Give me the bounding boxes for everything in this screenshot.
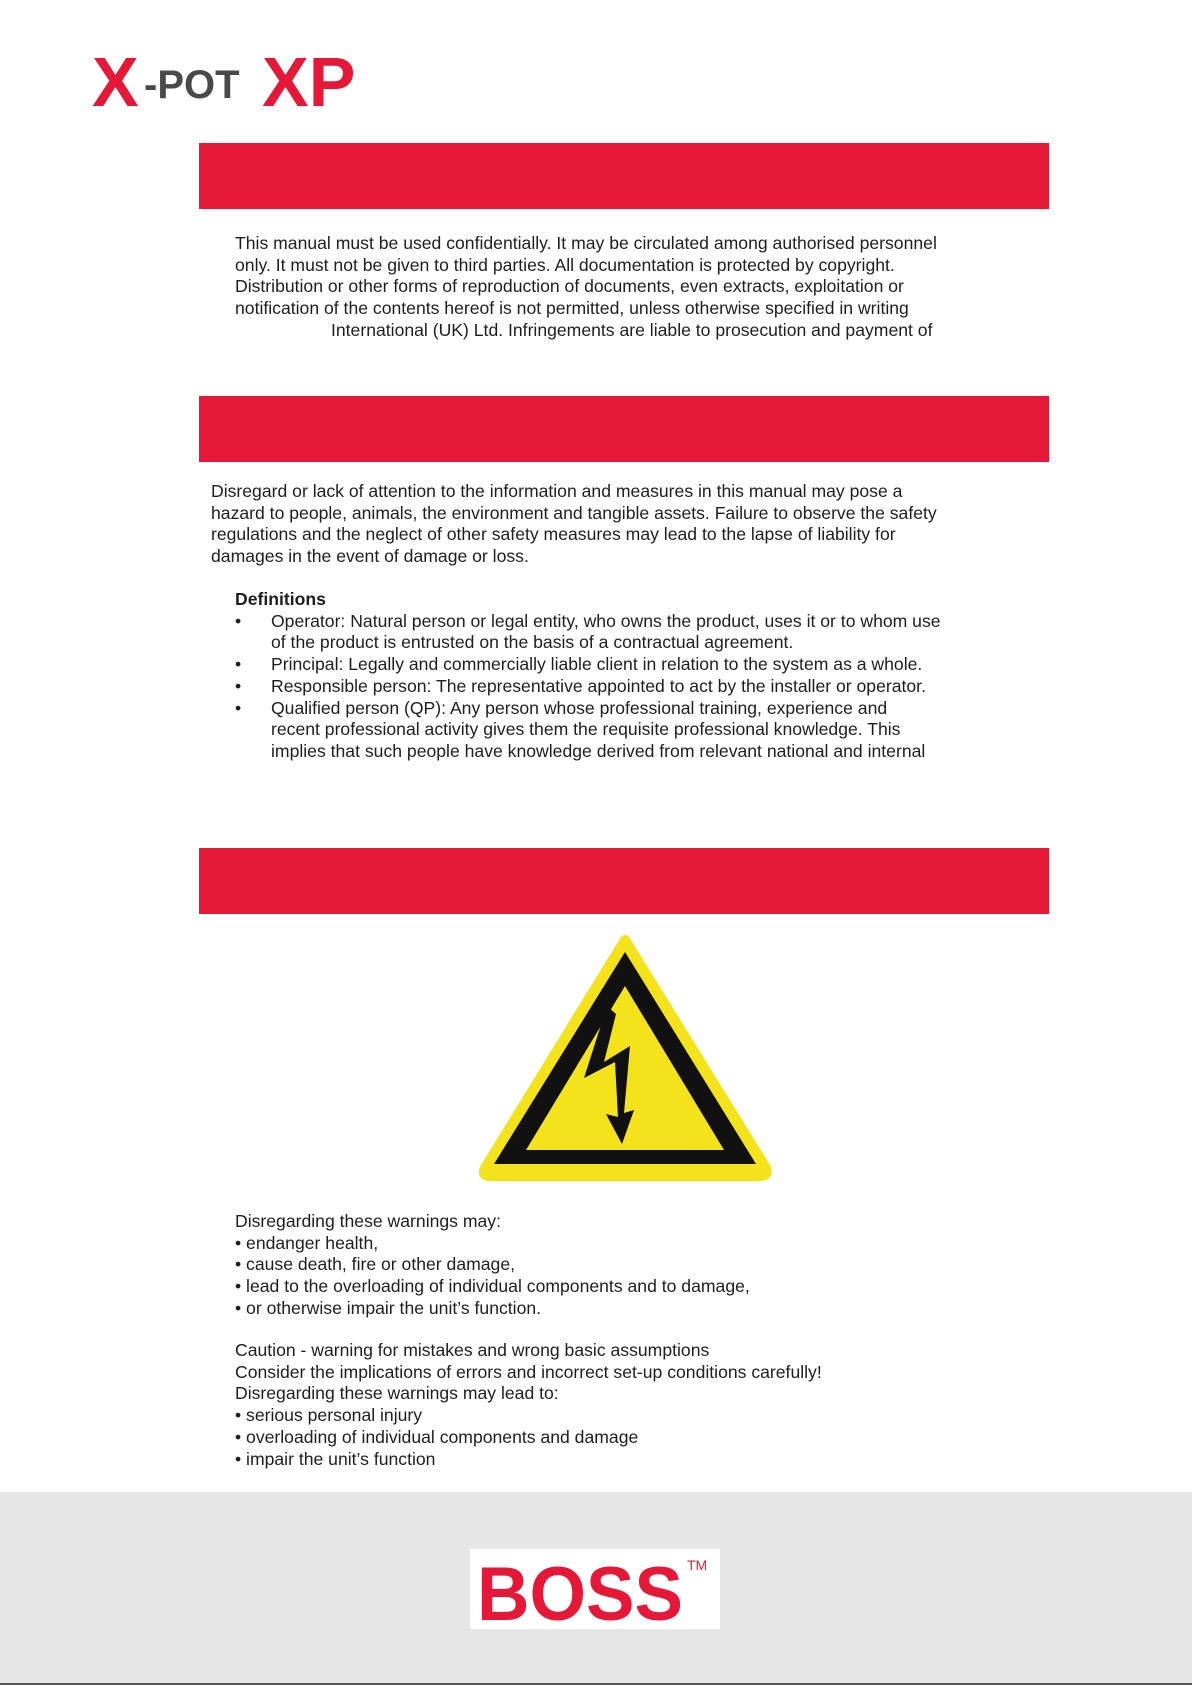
bullet: • <box>235 675 242 696</box>
confidentiality-text <box>235 233 937 342</box>
trademark-mark: TM <box>687 1557 708 1573</box>
list-item: • cause death, fire or other damage, <box>235 1254 516 1275</box>
text-line: International (UK) Ltd. Infringements are liable to prosecution and payment of <box>331 319 933 340</box>
text-line: Disregard or lack of attention to the information and measures in this manual may pose a <box>211 481 903 501</box>
definition-item <box>235 698 941 763</box>
text-line: Responsible person: The representative appointed to act by the installer or operator. <box>271 675 926 696</box>
text-line: regulations and the neglect of other safety measures may lead to the lapse of liability for <box>211 524 896 545</box>
list-item: • lead to the overloading of individual components and to damage, <box>235 1276 750 1297</box>
section-header-bar <box>199 848 1049 914</box>
text-line: Principal: Legally and commercially liable client in relation to the system as a whole. <box>271 654 923 675</box>
text-line: Operator: Natural person or legal entity, who owns the product, uses it or to whom use <box>271 610 941 631</box>
logo-pot: -POT <box>144 63 240 107</box>
list-item: • or otherwise impair the unit’s function. <box>235 1297 542 1318</box>
xpot-xp-logo <box>92 48 392 112</box>
section-header-bar <box>199 396 1049 462</box>
text-line: Distribution or other forms of reproduction of documents, even extracts, exploitation or <box>235 276 904 297</box>
text-line: only. It must not be given to third parties. All documentation is protected by copyright. <box>235 254 895 275</box>
boss-wordmark: BOSS <box>477 1552 683 1630</box>
list-item: • impair the unit’s function <box>235 1448 436 1469</box>
definitions-block <box>235 589 941 763</box>
safety-intro-text <box>211 481 937 568</box>
text-line: of the product is entrusted on the basis of a contractual agreement. <box>271 632 794 653</box>
section-header-bar <box>199 143 1049 209</box>
text-line: This manual must be used confidentially. It may be circulated among authorised personnel <box>235 233 937 253</box>
warnings-list <box>235 1211 750 1320</box>
text-line: recent professional activity gives them the requisite professional knowledge. This <box>271 719 901 740</box>
caution-heading: Caution - warning for mistakes and wrong basic assumptions <box>235 1340 710 1360</box>
list-item: • serious personal injury <box>235 1405 423 1426</box>
definition-item <box>235 654 941 676</box>
caution-list <box>235 1340 822 1470</box>
list-item: • overloading of individual components and damage <box>235 1426 639 1447</box>
text-line: hazard to people, animals, the environment and tangible assets. Failure to observe the safety <box>211 502 937 523</box>
definition-item <box>235 676 941 698</box>
definition-item <box>235 611 941 654</box>
bullet: • <box>235 610 242 631</box>
text-line: Consider the implications of errors and incorrect set-up conditions carefully! <box>235 1361 822 1382</box>
text-line: Qualified person (QP): Any person whose professional training, experience and <box>271 697 888 718</box>
boss-logo <box>469 1548 721 1630</box>
list-item: • endanger health, <box>235 1232 379 1253</box>
logo-xp: XP <box>262 48 356 112</box>
definitions-heading: Definitions <box>235 589 326 609</box>
high-voltage-warning-icon <box>476 930 774 1182</box>
text-line: damages in the event of damage or loss. <box>211 546 529 567</box>
logo-x: X <box>92 48 139 112</box>
text-line: Disregarding these warnings may: <box>235 1211 501 1231</box>
bullet: • <box>235 654 242 675</box>
text-line: Disregarding these warnings may lead to: <box>235 1383 559 1404</box>
bullet: • <box>235 697 242 718</box>
text-line: implies that such people have knowledge derived from relevant national and internal <box>271 740 926 761</box>
text-line: notification of the contents hereof is not permitted, unless otherwise specified in writing <box>235 298 909 319</box>
